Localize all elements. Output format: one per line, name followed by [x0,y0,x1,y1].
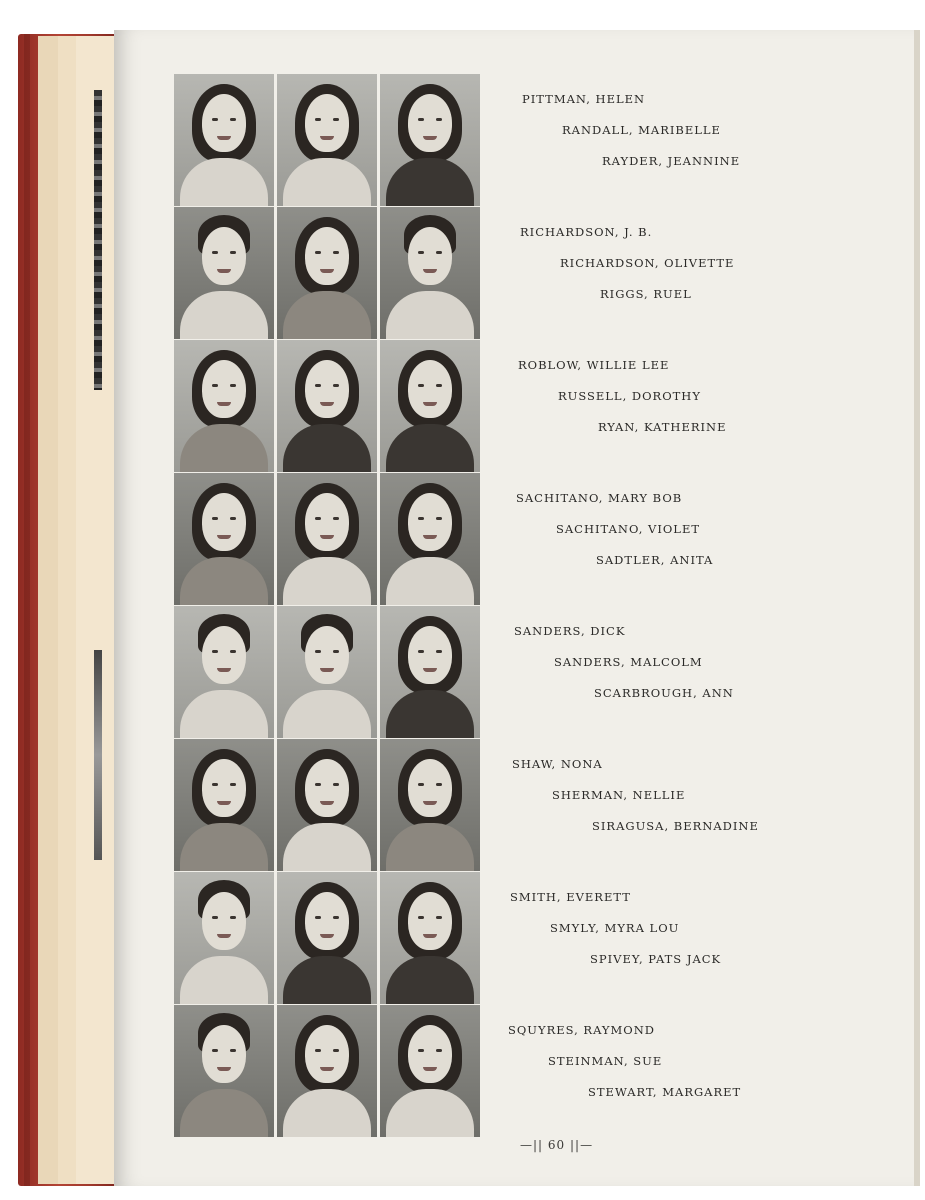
student-name: SIRAGUSA, BERNADINE [592,819,759,833]
student-name: RIGGS, RUEL [600,287,692,301]
student-name: SADTLER, ANITA [596,553,714,567]
previous-page-photo-edge [94,90,102,390]
student-name: RYAN, KATHERINE [598,420,727,434]
cover-spine-strip [24,34,30,1186]
student-name: SQUYRES, RAYMOND [508,1023,655,1037]
student-name: SACHITANO, MARY BOB [516,491,683,505]
student-name: SANDERS, DICK [514,624,626,638]
student-name: SHERMAN, NELLIE [552,788,686,802]
student-name: RICHARDSON, J. B. [520,225,653,239]
yearbook-page [114,30,920,1186]
yearbook [18,30,923,1188]
student-name: SACHITANO, VIOLET [556,522,701,536]
student-name: ROBLOW, WILLIE LEE [518,358,670,372]
student-name-list [114,30,920,1186]
student-name: SPIVEY, PATS JACK [590,952,722,966]
previous-page-photo-edge [94,650,102,860]
student-name: STEINMAN, SUE [548,1054,663,1068]
student-name: RICHARDSON, OLIVETTE [560,256,735,270]
student-name: PITTMAN, HELEN [522,92,646,106]
page-number: —|| 60 ||— [520,1138,594,1152]
student-name: RUSSELL, DOROTHY [558,389,701,403]
student-name: SANDERS, MALCOLM [554,655,703,669]
student-name: SMITH, EVERETT [510,890,631,904]
student-name: SMYLY, MYRA LOU [550,921,680,935]
student-name: SCARBROUGH, ANN [594,686,734,700]
student-name: RAYDER, JEANNINE [602,154,741,168]
student-name: RANDALL, MARIBELLE [562,123,721,137]
student-name: STEWART, MARGARET [588,1085,742,1099]
student-name: SHAW, NONA [512,757,603,771]
